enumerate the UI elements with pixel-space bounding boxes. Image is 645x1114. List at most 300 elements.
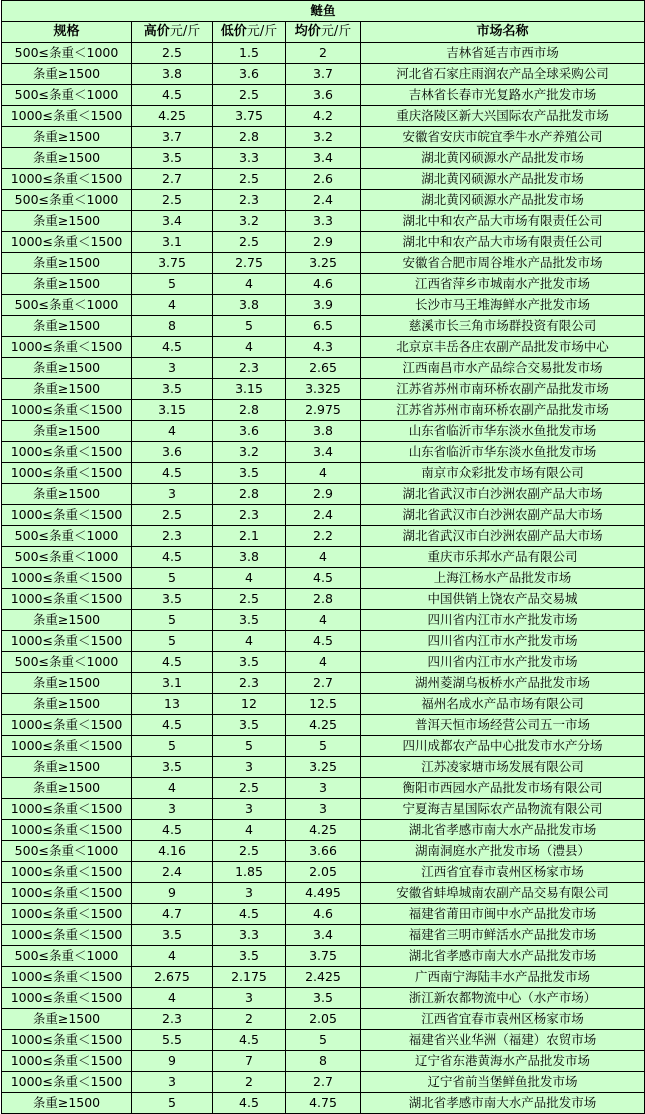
cell-high-price: 2.4 [132,862,213,883]
cell-high-price: 3 [132,1072,213,1093]
cell-spec: 条重≥1500 [2,379,132,400]
cell-market-name: 福州名成水产品市场有限公司 [361,694,645,715]
table-row [2,337,645,358]
cell-avg-price: 2 [286,43,361,64]
cell-low-price: 3.5 [213,463,286,484]
cell-high-price: 2.7 [132,169,213,190]
cell-market-name: 上海江杨水产品批发市场 [361,568,645,589]
cell-high-price: 2.5 [132,43,213,64]
table-row [2,442,645,463]
cell-low-price: 2 [213,1009,286,1030]
header-market-name [361,22,645,43]
title-row [2,1,645,22]
cell-high-price: 3.8 [132,64,213,85]
cell-low-price: 3.5 [213,715,286,736]
table-row [2,925,645,946]
cell-avg-price: 3.25 [286,757,361,778]
table-row [2,757,645,778]
cell-low-price: 1.5 [213,43,286,64]
cell-low-price: 12 [213,694,286,715]
table-row [2,694,645,715]
cell-avg-price: 2.8 [286,589,361,610]
cell-market-name: 湖南洞庭水产批发市场（澧县） [361,841,645,862]
cell-avg-price: 4.6 [286,904,361,925]
cell-high-price: 4.5 [132,85,213,106]
header-high-label: 高价 [143,24,170,39]
cell-market-name: 江西省宜春市袁州区杨家市场 [361,1009,645,1030]
cell-market-name: 江西省萍乡市城南水产批发市场 [361,274,645,295]
cell-low-price: 7 [213,1051,286,1072]
table-row [2,379,645,400]
cell-market-name: 浙江新农都物流中心（水产市场） [361,988,645,1009]
cell-low-price: 2.5 [213,589,286,610]
cell-market-name: 湖北中和农产品大市场有限责任公司 [361,232,645,253]
header-spec [2,22,132,43]
table-row [2,169,645,190]
cell-high-price: 4 [132,988,213,1009]
cell-low-price: 3 [213,757,286,778]
table-body [2,43,645,1114]
cell-avg-price: 4.25 [286,715,361,736]
cell-high-price: 4.7 [132,904,213,925]
cell-low-price: 3.3 [213,925,286,946]
cell-high-price: 4.5 [132,715,213,736]
cell-spec: 1000≤条重＜1500 [2,463,132,484]
cell-low-price: 3.75 [213,106,286,127]
table-row [2,421,645,442]
cell-high-price: 2.3 [132,526,213,547]
cell-avg-price: 2.4 [286,190,361,211]
cell-low-price: 2.8 [213,484,286,505]
table-row [2,547,645,568]
cell-high-price: 4.5 [132,337,213,358]
cell-high-price: 3.15 [132,400,213,421]
cell-avg-price: 4 [286,610,361,631]
cell-market-name: 辽宁省东港黄海水产品批发市场 [361,1051,645,1072]
cell-market-name: 宁夏海吉星国际农产品物流有限公司 [361,799,645,820]
cell-low-price: 3 [213,799,286,820]
table-row [2,106,645,127]
cell-low-price: 3.2 [213,211,286,232]
cell-spec: 500≤条重＜1000 [2,43,132,64]
cell-high-price: 2.5 [132,190,213,211]
cell-avg-price: 12.5 [286,694,361,715]
cell-market-name: 湖北中和农产品大市场有限责任公司 [361,211,645,232]
cell-avg-price: 2.7 [286,673,361,694]
header-row [2,22,645,43]
cell-avg-price: 3.8 [286,421,361,442]
cell-spec: 条重≥1500 [2,757,132,778]
cell-market-name: 河北省石家庄雨润农产品全球采购公司 [361,64,645,85]
table-row [2,736,645,757]
cell-spec: 1000≤条重＜1500 [2,589,132,610]
cell-market-name: 江西省宜春市袁州区杨家市场 [361,862,645,883]
cell-market-name: 湖北省武汉市白沙洲农副产品大市场 [361,526,645,547]
cell-low-price: 3.8 [213,295,286,316]
cell-spec: 条重≥1500 [2,778,132,799]
cell-spec: 500≤条重＜1000 [2,652,132,673]
cell-avg-price: 3.2 [286,127,361,148]
table-row [2,631,645,652]
cell-market-name: 山东省临沂市华东淡水鱼批发市场 [361,442,645,463]
cell-market-name: 重庆市乐邦水产品有限公司 [361,547,645,568]
cell-high-price: 3 [132,358,213,379]
table-row [2,1072,645,1093]
cell-low-price: 2.3 [213,190,286,211]
cell-high-price: 9 [132,1051,213,1072]
cell-market-name: 湖北黄冈硕源水产品批发市场 [361,169,645,190]
cell-avg-price: 2.9 [286,484,361,505]
cell-avg-price: 4.6 [286,274,361,295]
cell-avg-price: 2.7 [286,1072,361,1093]
cell-low-price: 3 [213,883,286,904]
cell-high-price: 3.1 [132,232,213,253]
table-row [2,841,645,862]
table-row [2,253,645,274]
cell-market-name: 长沙市马王堆海鲜水产批发市场 [361,295,645,316]
table-row [2,568,645,589]
cell-low-price: 2.3 [213,505,286,526]
cell-high-price: 2.3 [132,1009,213,1030]
cell-low-price: 2.75 [213,253,286,274]
cell-avg-price: 3 [286,799,361,820]
table-row [2,358,645,379]
cell-high-price: 3 [132,799,213,820]
header-low-unit: 元/斤 [246,24,278,39]
table-row [2,589,645,610]
cell-low-price: 3 [213,988,286,1009]
cell-market-name: 中国供销上饶农产品交易城 [361,589,645,610]
cell-market-name: 湖北省孝感市南大水产品批发市场 [361,1093,645,1114]
cell-avg-price: 3.66 [286,841,361,862]
cell-avg-price: 4.5 [286,568,361,589]
cell-low-price: 4.5 [213,904,286,925]
cell-spec: 条重≥1500 [2,610,132,631]
cell-avg-price: 3.5 [286,988,361,1009]
cell-low-price: 4.5 [213,1093,286,1114]
cell-market-name: 慈溪市长三角市场群投资有限公司 [361,316,645,337]
cell-spec: 500≤条重＜1000 [2,841,132,862]
cell-spec: 1000≤条重＜1500 [2,715,132,736]
cell-low-price: 4 [213,274,286,295]
cell-high-price: 2.5 [132,505,213,526]
cell-low-price: 2.3 [213,358,286,379]
table-row [2,64,645,85]
header-spec-label: 规格 [53,24,80,39]
cell-high-price: 4.5 [132,652,213,673]
table-row [2,715,645,736]
cell-high-price: 5 [132,736,213,757]
cell-market-name: 江西南昌市水产品综合交易批发市场 [361,358,645,379]
cell-high-price: 4.16 [132,841,213,862]
cell-low-price: 5 [213,736,286,757]
cell-high-price: 5 [132,631,213,652]
cell-avg-price: 3.9 [286,295,361,316]
cell-low-price: 3.2 [213,442,286,463]
cell-spec: 1000≤条重＜1500 [2,883,132,904]
cell-market-name: 普洱天恒市场经营公司五一市场 [361,715,645,736]
table-row [2,505,645,526]
cell-avg-price: 4.2 [286,106,361,127]
cell-market-name: 湖北省武汉市白沙洲农副产品大市场 [361,484,645,505]
cell-spec: 500≤条重＜1000 [2,295,132,316]
cell-avg-price: 4.3 [286,337,361,358]
cell-high-price: 5 [132,1093,213,1114]
cell-market-name: 四川省内江市水产批发市场 [361,652,645,673]
cell-avg-price: 2.4 [286,505,361,526]
table-row [2,610,645,631]
header-low-price [213,22,286,43]
header-avg-label: 均价 [294,24,321,39]
cell-avg-price: 3.325 [286,379,361,400]
cell-spec: 500≤条重＜1000 [2,190,132,211]
header-avg-price [286,22,361,43]
cell-spec: 1000≤条重＜1500 [2,1051,132,1072]
cell-market-name: 江苏省苏州市南环桥农副产品批发市场 [361,379,645,400]
cell-spec: 1000≤条重＜1500 [2,736,132,757]
cell-high-price: 3.6 [132,442,213,463]
cell-high-price: 13 [132,694,213,715]
cell-market-name: 安徽省安庆市皖宜季牛水产养殖公司 [361,127,645,148]
header-low-label: 低价 [220,24,247,39]
cell-spec: 条重≥1500 [2,1009,132,1030]
table-row [2,1009,645,1030]
cell-market-name: 辽宁省前当堡鲜鱼批发市场 [361,1072,645,1093]
cell-low-price: 2.5 [213,85,286,106]
cell-avg-price: 3.4 [286,925,361,946]
cell-high-price: 5 [132,274,213,295]
cell-avg-price: 4.75 [286,1093,361,1114]
table-row [2,400,645,421]
cell-avg-price: 3.4 [286,148,361,169]
cell-low-price: 1.85 [213,862,286,883]
cell-market-name: 江苏凌家塘市场发展有限公司 [361,757,645,778]
cell-spec: 1000≤条重＜1500 [2,505,132,526]
cell-market-name: 福建省三明市鲜活水产品批发市场 [361,925,645,946]
cell-avg-price: 2.05 [286,862,361,883]
cell-market-name: 安徽省合肥市周谷堆水产品批发市场 [361,253,645,274]
cell-avg-price: 5 [286,1030,361,1051]
cell-low-price: 2.5 [213,169,286,190]
cell-low-price: 3.5 [213,610,286,631]
cell-spec: 1000≤条重＜1500 [2,967,132,988]
cell-low-price: 3.5 [213,946,286,967]
cell-high-price: 3.75 [132,253,213,274]
cell-spec: 500≤条重＜1000 [2,85,132,106]
cell-avg-price: 4.25 [286,820,361,841]
cell-spec: 1000≤条重＜1500 [2,568,132,589]
cell-low-price: 2.175 [213,967,286,988]
header-avg-unit: 元/斤 [320,24,352,39]
table-row [2,652,645,673]
cell-low-price: 4.5 [213,1030,286,1051]
cell-market-name: 四川成都农产品中心批发市水产分场 [361,736,645,757]
table-row [2,463,645,484]
cell-high-price: 4 [132,778,213,799]
cell-high-price: 4.5 [132,463,213,484]
cell-high-price: 4.25 [132,106,213,127]
cell-low-price: 3.3 [213,148,286,169]
cell-spec: 1000≤条重＜1500 [2,1030,132,1051]
cell-high-price: 4.5 [132,820,213,841]
cell-spec: 1000≤条重＜1500 [2,106,132,127]
cell-spec: 条重≥1500 [2,127,132,148]
cell-avg-price: 2.6 [286,169,361,190]
cell-spec: 条重≥1500 [2,274,132,295]
cell-low-price: 4 [213,820,286,841]
table-row [2,1051,645,1072]
cell-spec: 500≤条重＜1000 [2,526,132,547]
cell-low-price: 2 [213,1072,286,1093]
cell-high-price: 9 [132,883,213,904]
cell-high-price: 3 [132,484,213,505]
cell-market-name: 广西南宁海陆丰水产品批发市场 [361,967,645,988]
cell-spec: 1000≤条重＜1500 [2,631,132,652]
cell-low-price: 4 [213,337,286,358]
cell-market-name: 山东省临沂市华东淡水鱼批发市场 [361,421,645,442]
cell-spec: 1000≤条重＜1500 [2,862,132,883]
cell-avg-price: 4 [286,652,361,673]
cell-high-price: 3.5 [132,589,213,610]
cell-avg-price: 3.3 [286,211,361,232]
cell-market-name: 江苏省苏州市南环桥农副产品批发市场 [361,400,645,421]
cell-avg-price: 8 [286,1051,361,1072]
cell-high-price: 5.5 [132,1030,213,1051]
cell-market-name: 湖北黄冈硕源水产品批发市场 [361,190,645,211]
table-row [2,799,645,820]
cell-low-price: 2.5 [213,232,286,253]
cell-spec: 1000≤条重＜1500 [2,400,132,421]
table-row [2,232,645,253]
table-row [2,778,645,799]
cell-avg-price: 2.65 [286,358,361,379]
table-row [2,43,645,64]
table-row [2,148,645,169]
cell-avg-price: 2.05 [286,1009,361,1030]
table-row [2,211,645,232]
cell-high-price: 3.5 [132,925,213,946]
table-row [2,190,645,211]
cell-market-name: 湖北省孝感市南大水产品批发市场 [361,946,645,967]
cell-spec: 条重≥1500 [2,673,132,694]
cell-spec: 1000≤条重＜1500 [2,904,132,925]
cell-avg-price: 4 [286,463,361,484]
cell-high-price: 3.5 [132,757,213,778]
cell-low-price: 2.3 [213,673,286,694]
table-row [2,673,645,694]
cell-market-name: 北京京丰岳各庄农副产品批发市场中心 [361,337,645,358]
table-row [2,946,645,967]
table-row [2,295,645,316]
cell-avg-price: 3.4 [286,442,361,463]
cell-low-price: 5 [213,316,286,337]
cell-avg-price: 3.75 [286,946,361,967]
cell-avg-price: 3.6 [286,85,361,106]
cell-high-price: 5 [132,568,213,589]
cell-high-price: 4 [132,421,213,442]
table-row [2,274,645,295]
cell-high-price: 4.5 [132,547,213,568]
cell-high-price: 8 [132,316,213,337]
cell-spec: 条重≥1500 [2,316,132,337]
cell-high-price: 3.1 [132,673,213,694]
cell-low-price: 2.1 [213,526,286,547]
cell-market-name: 四川省内江市水产批发市场 [361,610,645,631]
cell-high-price: 4 [132,295,213,316]
cell-market-name: 湖州菱湖乌板桥水产品批发市场 [361,673,645,694]
cell-high-price: 3.5 [132,148,213,169]
cell-avg-price: 5 [286,736,361,757]
table-row [2,1030,645,1051]
cell-spec: 条重≥1500 [2,694,132,715]
cell-market-name: 福建省兴业华洲（福建）农贸市场 [361,1030,645,1051]
cell-market-name: 南京市众彩批发市场有限公司 [361,463,645,484]
table-row [2,526,645,547]
table-row [2,127,645,148]
table-row [2,883,645,904]
table-row [2,1093,645,1114]
cell-low-price: 2.5 [213,841,286,862]
cell-market-name: 四川省内江市水产批发市场 [361,631,645,652]
cell-market-name: 安徽省蚌埠城南农副产品交易有限公司 [361,883,645,904]
header-market-label: 市场名称 [476,24,529,39]
cell-avg-price: 4.5 [286,631,361,652]
cell-spec: 1000≤条重＜1500 [2,232,132,253]
table-row [2,862,645,883]
cell-spec: 1000≤条重＜1500 [2,442,132,463]
cell-market-name: 衡阳市西园水产品批发市场有限公司 [361,778,645,799]
header-high-unit: 元/斤 [169,24,201,39]
cell-low-price: 3.5 [213,652,286,673]
cell-high-price: 4 [132,946,213,967]
cell-market-name: 湖北黄冈硕源水产品批发市场 [361,148,645,169]
cell-high-price: 3.5 [132,379,213,400]
cell-spec: 500≤条重＜1000 [2,946,132,967]
cell-spec: 条重≥1500 [2,253,132,274]
cell-spec: 1000≤条重＜1500 [2,1072,132,1093]
cell-high-price: 2.675 [132,967,213,988]
cell-market-name: 福建省莆田市闽中水产品批发市场 [361,904,645,925]
cell-low-price: 3.15 [213,379,286,400]
cell-low-price: 4 [213,568,286,589]
cell-market-name: 湖北省武汉市白沙洲农副产品大市场 [361,505,645,526]
cell-avg-price: 4.495 [286,883,361,904]
cell-spec: 条重≥1500 [2,148,132,169]
cell-spec: 1000≤条重＜1500 [2,820,132,841]
price-table [1,0,645,1114]
cell-low-price: 4 [213,631,286,652]
table-row [2,988,645,1009]
cell-spec: 1000≤条重＜1500 [2,925,132,946]
cell-avg-price: 6.5 [286,316,361,337]
table-row [2,967,645,988]
header-high-price [132,22,213,43]
cell-spec: 500≤条重＜1000 [2,547,132,568]
cell-market-name: 重庆洛陵区新大兴国际农产品批发市场 [361,106,645,127]
table-row [2,904,645,925]
table-row [2,484,645,505]
cell-avg-price: 2.975 [286,400,361,421]
cell-spec: 1000≤条重＜1500 [2,988,132,1009]
cell-high-price: 3.7 [132,127,213,148]
cell-avg-price: 2.425 [286,967,361,988]
cell-avg-price: 4 [286,547,361,568]
cell-low-price: 2.8 [213,127,286,148]
table-row [2,85,645,106]
cell-low-price: 2.8 [213,400,286,421]
cell-high-price: 3.4 [132,211,213,232]
table-title: 鲢鱼 [2,1,645,22]
